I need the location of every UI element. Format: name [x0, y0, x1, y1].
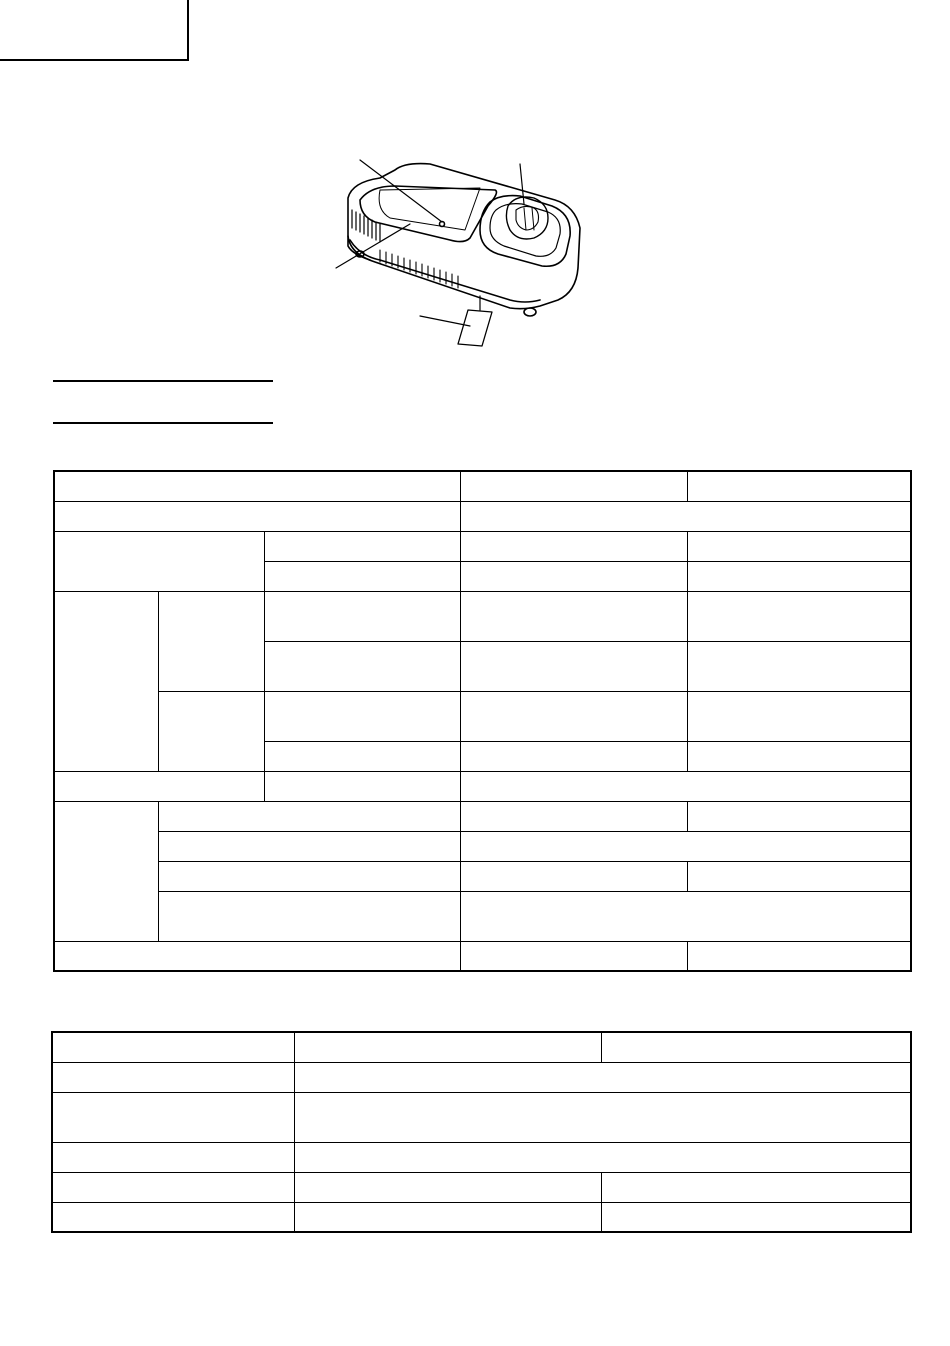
language-label-box	[0, 0, 189, 61]
table-cell	[461, 531, 688, 561]
table-row	[54, 501, 911, 531]
table-cell	[461, 741, 688, 771]
table-cell	[52, 1032, 294, 1062]
table-cell	[264, 561, 460, 591]
table-cell	[264, 531, 460, 561]
table-cell	[601, 1032, 911, 1062]
table-row	[52, 1142, 911, 1172]
table-row	[54, 861, 911, 891]
table-cell	[687, 801, 911, 831]
table-cell	[54, 801, 158, 941]
table-cell	[461, 861, 688, 891]
table-row	[54, 891, 911, 941]
table-cell	[54, 531, 264, 591]
specifications-table	[53, 470, 912, 972]
table-cell	[54, 941, 461, 971]
table-cell	[158, 801, 461, 831]
table-cell	[294, 1142, 911, 1172]
table-cell	[264, 591, 460, 641]
table-cell	[264, 771, 460, 801]
heading-underline-1	[53, 380, 273, 382]
table-row	[54, 941, 911, 971]
table-row	[52, 1202, 911, 1232]
table-cell	[461, 641, 688, 691]
table-cell	[158, 861, 461, 891]
table-cell	[294, 1172, 601, 1202]
table-cell	[687, 941, 911, 971]
table-cell	[294, 1032, 601, 1062]
table-row	[52, 1092, 911, 1142]
table-row	[54, 691, 911, 741]
table-cell	[264, 691, 460, 741]
table-cell	[601, 1202, 911, 1232]
table-cell	[264, 741, 460, 771]
heading-underline-2	[53, 422, 273, 424]
table-row	[52, 1062, 911, 1092]
table-row	[52, 1032, 911, 1062]
table-cell	[294, 1062, 911, 1092]
table-cell	[52, 1092, 294, 1142]
table-cell	[52, 1142, 294, 1172]
table-cell	[687, 591, 911, 641]
battery-charger-illustration	[320, 150, 600, 355]
table-cell	[52, 1172, 294, 1202]
table-cell	[461, 591, 688, 641]
table-cell	[687, 561, 911, 591]
table-row	[54, 831, 911, 861]
table-row	[52, 1172, 911, 1202]
table-cell	[158, 591, 264, 691]
table-cell	[461, 561, 688, 591]
table-cell	[158, 891, 461, 941]
table-cell	[687, 471, 911, 501]
table-row	[54, 471, 911, 501]
table-cell	[461, 501, 911, 531]
table-cell	[52, 1202, 294, 1232]
table-cell	[294, 1092, 911, 1142]
table-cell	[461, 941, 688, 971]
table-cell	[461, 471, 688, 501]
table-cell	[54, 471, 461, 501]
table-cell	[687, 641, 911, 691]
table-cell	[158, 691, 264, 771]
table-cell	[294, 1202, 601, 1232]
table-cell	[687, 531, 911, 561]
table-cell	[461, 691, 688, 741]
table-cell	[461, 891, 911, 941]
table-cell	[52, 1062, 294, 1092]
table-cell	[687, 741, 911, 771]
table-row	[54, 771, 911, 801]
table-cell	[687, 691, 911, 741]
table-row	[54, 591, 911, 641]
table-cell	[158, 831, 461, 861]
table-cell	[601, 1172, 911, 1202]
table-row	[54, 801, 911, 831]
table-cell	[54, 591, 158, 771]
table-cell	[687, 861, 911, 891]
table-cell	[54, 771, 264, 801]
table-cell	[54, 501, 461, 531]
charger-specifications-table	[51, 1031, 912, 1233]
table-row	[54, 531, 911, 561]
table-cell	[461, 831, 911, 861]
table-cell	[461, 771, 911, 801]
table-cell	[461, 801, 688, 831]
table-cell	[264, 641, 460, 691]
